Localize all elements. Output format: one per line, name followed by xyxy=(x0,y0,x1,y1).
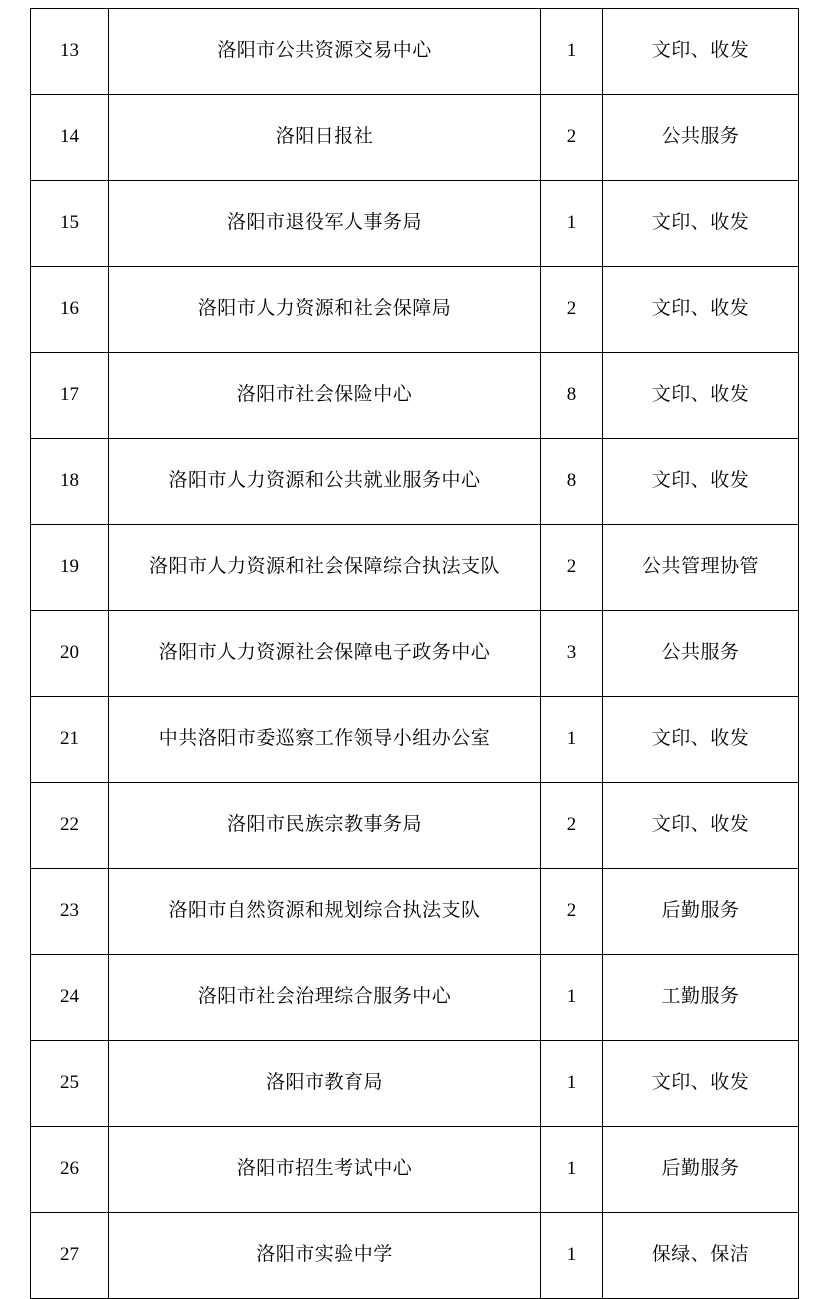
cell-count: 1 xyxy=(541,1213,603,1299)
table-row xyxy=(31,697,799,783)
cell-index: 14 xyxy=(31,95,109,181)
table-row xyxy=(31,95,799,181)
table-row xyxy=(31,1127,799,1213)
table-row xyxy=(31,181,799,267)
cell-index: 23 xyxy=(31,869,109,955)
cell-count: 8 xyxy=(541,353,603,439)
table-row xyxy=(31,525,799,611)
cell-index: 17 xyxy=(31,353,109,439)
cell-unit: 中共洛阳市委巡察工作领导小组办公室 xyxy=(109,697,541,783)
cell-index: 22 xyxy=(31,783,109,869)
cell-unit: 洛阳市社会治理综合服务中心 xyxy=(109,955,541,1041)
cell-job: 文印、收发 xyxy=(603,697,799,783)
table-row xyxy=(31,1041,799,1127)
cell-job: 保绿、保洁 xyxy=(603,1213,799,1299)
cell-count: 3 xyxy=(541,611,603,697)
cell-job: 文印、收发 xyxy=(603,353,799,439)
cell-index: 18 xyxy=(31,439,109,525)
cell-unit: 洛阳市人力资源社会保障电子政务中心 xyxy=(109,611,541,697)
table-row xyxy=(31,267,799,353)
cell-count: 8 xyxy=(541,439,603,525)
cell-job: 文印、收发 xyxy=(603,439,799,525)
cell-index: 26 xyxy=(31,1127,109,1213)
table-row xyxy=(31,955,799,1041)
cell-job: 文印、收发 xyxy=(603,181,799,267)
cell-job: 文印、收发 xyxy=(603,9,799,95)
cell-count: 1 xyxy=(541,955,603,1041)
cell-count: 1 xyxy=(541,1127,603,1213)
cell-index: 21 xyxy=(31,697,109,783)
cell-unit: 洛阳市人力资源和社会保障综合执法支队 xyxy=(109,525,541,611)
cell-unit: 洛阳市民族宗教事务局 xyxy=(109,783,541,869)
cell-count: 1 xyxy=(541,1041,603,1127)
cell-index: 20 xyxy=(31,611,109,697)
cell-count: 2 xyxy=(541,95,603,181)
cell-count: 2 xyxy=(541,783,603,869)
table-row xyxy=(31,611,799,697)
cell-count: 1 xyxy=(541,181,603,267)
cell-unit: 洛阳市公共资源交易中心 xyxy=(109,9,541,95)
cell-job: 文印、收发 xyxy=(603,1041,799,1127)
cell-unit: 洛阳日报社 xyxy=(109,95,541,181)
recruitment-table xyxy=(30,8,799,1299)
cell-index: 13 xyxy=(31,9,109,95)
table-row xyxy=(31,783,799,869)
cell-index: 16 xyxy=(31,267,109,353)
cell-job: 文印、收发 xyxy=(603,783,799,869)
cell-index: 25 xyxy=(31,1041,109,1127)
cell-job: 公共管理协管 xyxy=(603,525,799,611)
cell-count: 2 xyxy=(541,869,603,955)
table-row xyxy=(31,439,799,525)
cell-job: 公共服务 xyxy=(603,611,799,697)
cell-index: 19 xyxy=(31,525,109,611)
cell-unit: 洛阳市实验中学 xyxy=(109,1213,541,1299)
table-row xyxy=(31,869,799,955)
table-row xyxy=(31,1213,799,1299)
cell-count: 2 xyxy=(541,525,603,611)
cell-count: 1 xyxy=(541,697,603,783)
cell-index: 27 xyxy=(31,1213,109,1299)
cell-index: 15 xyxy=(31,181,109,267)
cell-unit: 洛阳市社会保险中心 xyxy=(109,353,541,439)
table-row xyxy=(31,9,799,95)
cell-job: 公共服务 xyxy=(603,95,799,181)
cell-unit: 洛阳市人力资源和公共就业服务中心 xyxy=(109,439,541,525)
cell-index: 24 xyxy=(31,955,109,1041)
cell-unit: 洛阳市人力资源和社会保障局 xyxy=(109,267,541,353)
cell-unit: 洛阳市教育局 xyxy=(109,1041,541,1127)
cell-count: 1 xyxy=(541,9,603,95)
cell-job: 文印、收发 xyxy=(603,267,799,353)
cell-job: 工勤服务 xyxy=(603,955,799,1041)
cell-unit: 洛阳市招生考试中心 xyxy=(109,1127,541,1213)
cell-job: 后勤服务 xyxy=(603,1127,799,1213)
table-body xyxy=(31,9,799,1299)
cell-job: 后勤服务 xyxy=(603,869,799,955)
cell-count: 2 xyxy=(541,267,603,353)
cell-unit: 洛阳市自然资源和规划综合执法支队 xyxy=(109,869,541,955)
table-row xyxy=(31,353,799,439)
cell-unit: 洛阳市退役军人事务局 xyxy=(109,181,541,267)
